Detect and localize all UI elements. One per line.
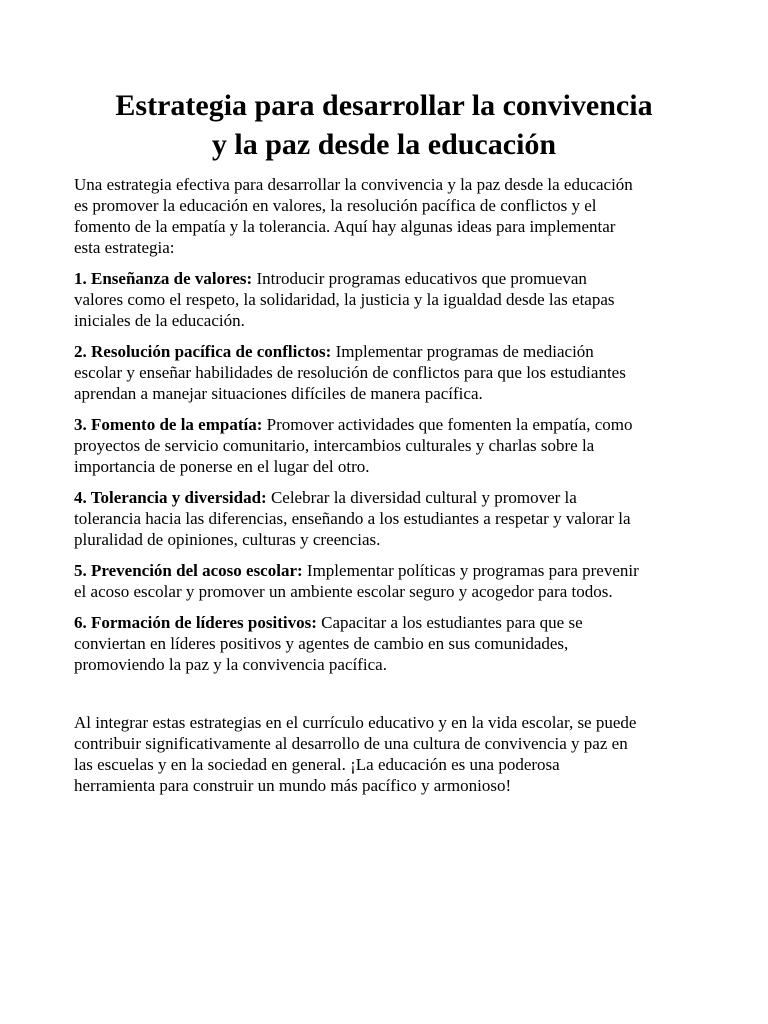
item-text: Implementar programas de mediación xyxy=(331,342,594,361)
text-line: iniciales de la educación. xyxy=(74,311,245,330)
text-line: el acoso escolar y promover un ambiente escolar seguro y acogedor para todos. xyxy=(74,582,613,601)
text-line xyxy=(74,414,633,435)
item-heading: 5. Prevención del acoso escolar: xyxy=(74,561,303,580)
text-line: importancia de ponerse en el lugar del otro. xyxy=(74,457,370,476)
document-title xyxy=(40,86,728,164)
text-line: aprendan a manejar situaciones difíciles de manera pacífica. xyxy=(74,384,483,403)
title-line: Estrategia para desarrollar la convivencia xyxy=(115,89,653,122)
text-line: valores como el respeto, la solidaridad, la justicia y la igualdad desde las etapas xyxy=(74,290,615,309)
text-line: tolerancia hacia las diferencias, enseñando a los estudiantes a respetar y valorar la xyxy=(74,509,631,528)
text-line: herramienta para construir un mundo más pacífico y armonioso! xyxy=(74,776,512,795)
title-line: y la paz desde la educación xyxy=(211,128,557,161)
text-line: conviertan en líderes positivos y agentes de cambio en sus comunidades, xyxy=(74,634,569,653)
text-line xyxy=(74,560,639,581)
list-item-resolucion-conflictos xyxy=(74,341,626,404)
text-line: pluralidad de opiniones, culturas y creencias. xyxy=(74,530,381,549)
item-heading: 6. Formación de líderes positivos: xyxy=(74,613,317,632)
list-item-tolerancia-diversidad xyxy=(74,487,631,550)
item-text: Capacitar a los estudiantes para que se xyxy=(316,613,583,632)
item-text: Implementar políticas y programas para prevenir xyxy=(302,561,639,580)
list-item-fomento-empatia xyxy=(74,414,633,477)
text-line: fomento de la empatía y la tolerancia. Aquí hay algunas ideas para implementar xyxy=(74,217,616,236)
list-item-ensenanza-valores xyxy=(74,268,615,331)
text-line xyxy=(74,487,631,508)
intro-paragraph xyxy=(74,174,633,258)
text-line: Al integrar estas estrategias en el currículo educativo y en la vida escolar, se puede xyxy=(74,713,637,732)
conclusion-paragraph xyxy=(74,712,636,796)
item-text: Introducir programas educativos que promuevan xyxy=(252,269,587,288)
text-line xyxy=(74,341,626,362)
text-line xyxy=(74,612,583,633)
item-text: Celebrar la diversidad cultural y promover la xyxy=(266,488,577,507)
text-line: escolar y enseñar habilidades de resolución de conflictos para que los estudiantes xyxy=(74,363,626,382)
item-heading: 2. Resolución pacífica de conflictos: xyxy=(74,342,332,361)
text-line: es promover la educación en valores, la resolución pacífica de conflictos y el xyxy=(74,196,597,215)
text-line xyxy=(74,268,615,289)
item-text: Promover actividades que fomenten la empatía, como xyxy=(262,415,633,434)
text-line: contribuir significativamente al desarrollo de una cultura de convivencia y paz en xyxy=(74,734,628,753)
text-line: las escuelas y en la sociedad en general. ¡La educación es una poderosa xyxy=(74,755,560,774)
list-item-prevencion-acoso xyxy=(74,560,639,602)
text-line: proyectos de servicio comunitario, intercambios culturales y charlas sobre la xyxy=(74,436,595,455)
item-heading: 1. Enseñanza de valores: xyxy=(74,269,253,288)
list-item-formacion-lideres xyxy=(74,612,583,675)
item-heading: 4. Tolerancia y diversidad: xyxy=(74,488,267,507)
text-line: promoviendo la paz y la convivencia pacífica. xyxy=(74,655,387,674)
text-line: esta estrategia: xyxy=(74,238,175,257)
item-heading: 3. Fomento de la empatía: xyxy=(74,415,263,434)
text-line: Una estrategia efectiva para desarrollar la convivencia y la paz desde la educación xyxy=(74,175,633,194)
